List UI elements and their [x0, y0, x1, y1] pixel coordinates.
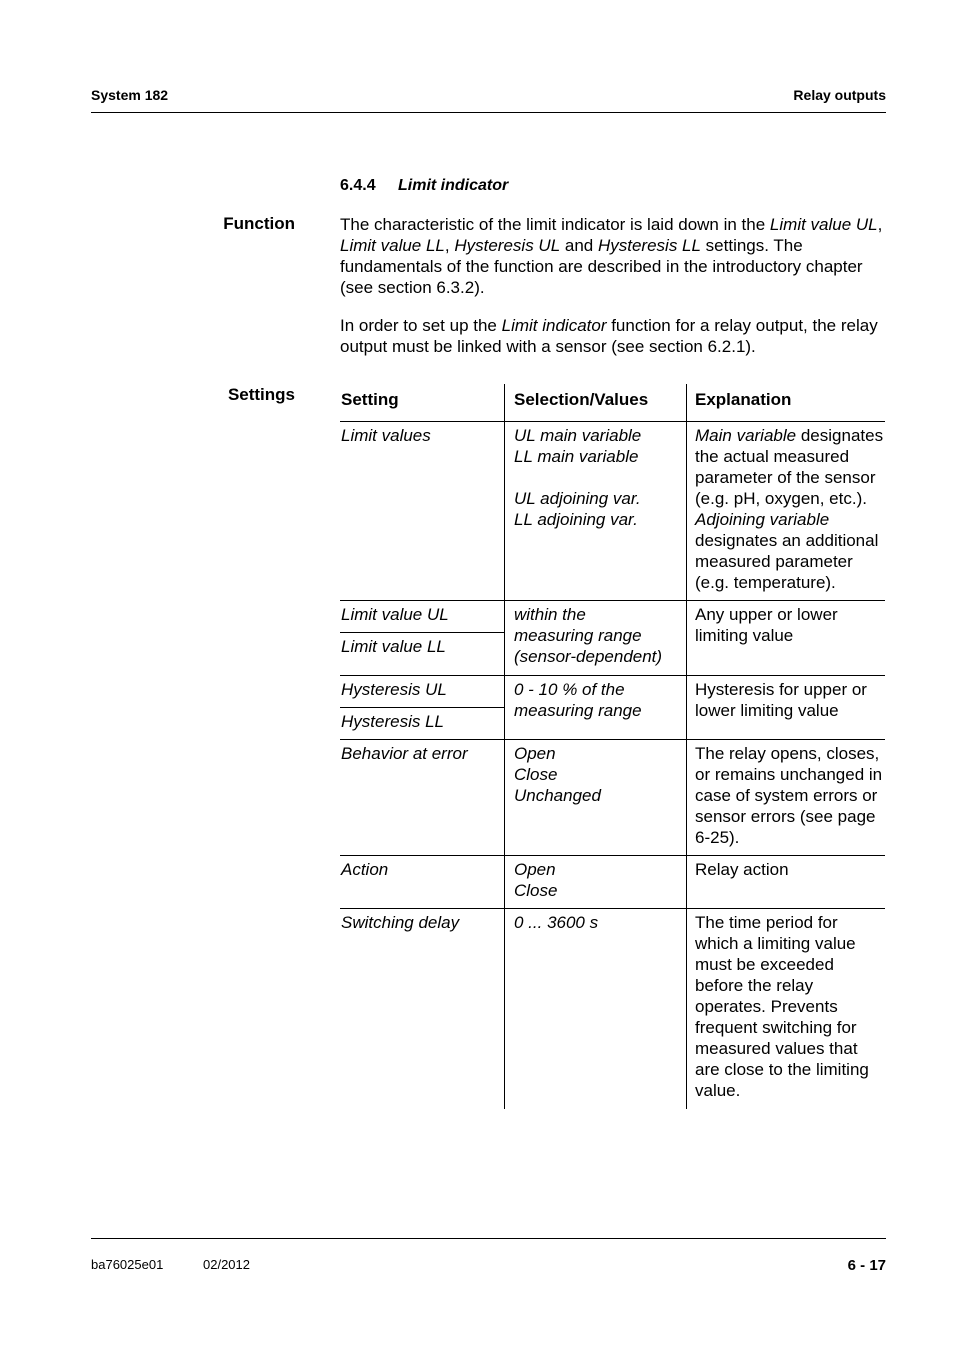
setting-cell: Switching delay [340, 909, 505, 1110]
header-right: Relay outputs [793, 87, 886, 103]
setting-cell: Limit values [340, 422, 505, 601]
column-header-values: Selection/Values [505, 384, 687, 422]
settings-table [340, 384, 885, 1109]
text-run: , [877, 215, 883, 234]
value-line: within the [514, 605, 586, 624]
setting-cell: Limit value UL [340, 601, 505, 633]
text-run: function for a relay output, the relay output must be linked with a sensor (see section 6.2.1). [340, 316, 878, 356]
footer-date: 02/2012 [203, 1257, 250, 1272]
explanation-cell: Hysteresis for upper or lower limiting value [687, 676, 886, 740]
value-line: LL main variable [514, 447, 639, 466]
footer-rule [91, 1238, 886, 1239]
setting-cell: Behavior at error [340, 740, 505, 856]
text-run-italic: Hysteresis LL [597, 236, 701, 255]
text-run: , [444, 236, 455, 255]
table-row [340, 422, 885, 601]
settings-label: Settings [227, 385, 295, 404]
section-name: Limit indicator [398, 177, 509, 194]
text-run: settings. The fundamentals of the function are described in the introductory chapter (see section 6.3.2). [340, 236, 863, 297]
value-line: (sensor-dependent) [514, 647, 663, 666]
explanation-cell: The time period for which a limiting value must be exceeded before the relay operates. Prevents frequent switching for measured values that are close to the limiting value. [695, 913, 869, 1100]
explanation-cell [687, 422, 886, 601]
value-line: Close [514, 881, 558, 900]
value-line: Open [514, 860, 556, 879]
value-line: measuring range [514, 701, 642, 720]
setting-cell: Limit value LL [340, 633, 505, 676]
table-row [340, 601, 885, 633]
explanation-term: Adjoining variable [695, 510, 830, 529]
text-run-italic: Hysteresis UL [454, 236, 561, 255]
function-paragraph-1 [340, 214, 888, 298]
values-cell [505, 601, 687, 676]
page-number: 6 - 17 [847, 1257, 886, 1274]
function-paragraph-2 [340, 315, 888, 357]
setting-cell: Hysteresis LL [340, 708, 505, 740]
text-run-italic: Limit indicator [501, 316, 607, 335]
value-line: 0 - 10 % of the [514, 680, 625, 699]
column-header-setting: Setting [340, 384, 505, 422]
explanation-term: Main variable [695, 426, 797, 445]
text-run-italic: Limit value LL [340, 236, 445, 255]
value-line: Open [514, 744, 556, 763]
value-line: measuring range [514, 626, 642, 645]
value-line: LL adjoining var. [514, 510, 638, 529]
values-cell: 0 ... 3600 s [505, 909, 687, 1110]
table-header-row [340, 384, 885, 422]
header-rule [91, 112, 886, 113]
text-run: The characteristic of the limit indicator is laid down in the [340, 215, 770, 234]
values-cell [505, 740, 687, 856]
value-gap [514, 467, 686, 488]
function-label: Function [223, 214, 295, 233]
table-row [340, 740, 885, 856]
explanation-text: designates an additional measured parameter (e.g. temperature). [695, 531, 879, 592]
text-run: and [560, 236, 598, 255]
value-line: UL main variable [514, 426, 642, 445]
value-line: Unchanged [514, 786, 601, 805]
footer-doc-id: ba76025e01 [91, 1257, 164, 1272]
table-row [340, 856, 885, 909]
value-line: Close [514, 765, 558, 784]
section-number: 6.4.4 [340, 177, 376, 194]
text-run: In order to set up the [340, 316, 502, 335]
setting-cell: Action [340, 856, 505, 909]
setting-cell: Hysteresis UL [340, 676, 505, 708]
column-header-explanation: Explanation [687, 384, 886, 422]
values-cell [505, 422, 687, 601]
explanation-cell: Relay action [687, 856, 886, 909]
values-cell [505, 856, 687, 909]
explanation-cell: Any upper or lower limiting value [687, 601, 886, 676]
table-row [340, 909, 885, 1110]
header-left: System 182 [91, 87, 169, 103]
values-cell [505, 676, 687, 740]
section-title [340, 177, 508, 195]
explanation-cell: The relay opens, closes, or remains unchanged in case of system errors or sensor errors (see page 6-25). [687, 740, 886, 856]
explanation-text: designates the actual measured parameter of the sensor (e.g. pH, oxygen, etc.). [695, 426, 884, 508]
text-run-italic: Limit value UL [769, 215, 878, 234]
value-line: UL adjoining var. [514, 489, 641, 508]
table-row [340, 676, 885, 708]
